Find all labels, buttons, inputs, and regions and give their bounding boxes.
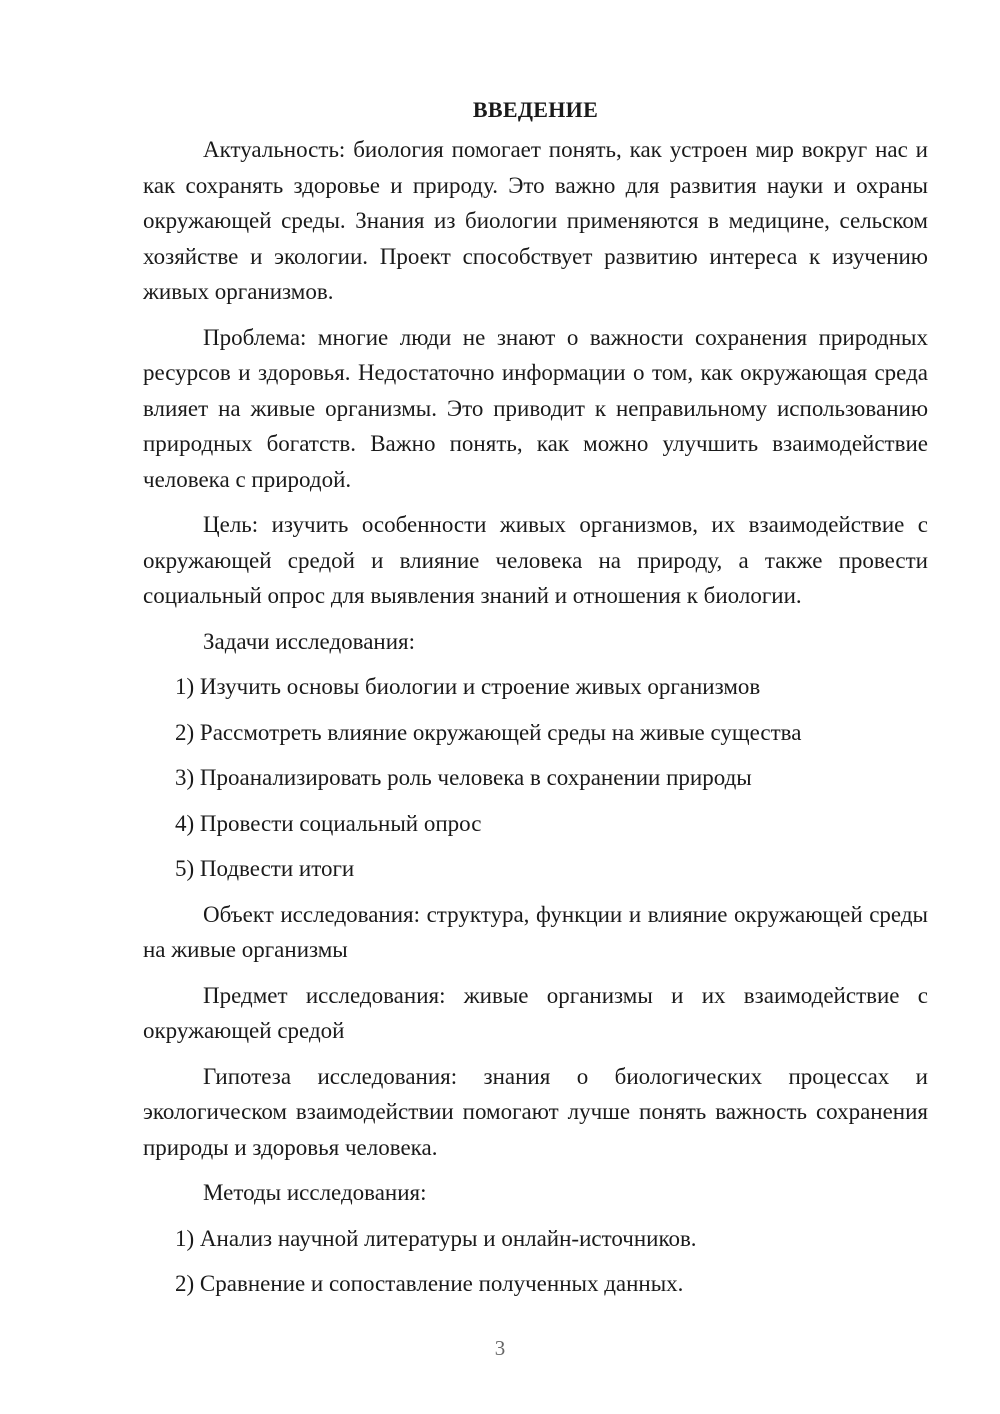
task-item-1: 1) Изучить основы биологии и строение живых организмов [175,674,761,699]
page-number: 3 [494,1336,506,1360]
paragraph-relevance: Актуальность: биология помогает понять, как устроен мир вокруг нас и как сохранять здоровье и природу. Это важно для развития науки и охраны окружающей среды. Знания из биологии применяются в медицине, сельском хозяйстве и экологии. Проект способствует развитию интереса к изучению живых организмов. [143,137,928,304]
task-item-5: 5) Подвести итоги [175,856,355,881]
paragraph-object: Объект исследования: структура, функции и влияние окружающей среды на живые организмы [143,901,928,962]
page-title: ВВЕДЕНИЕ [472,97,599,122]
paragraph-problem: Проблема: многие люди не знают о важности сохранения природных ресурсов и здоровья. Недостаточно информации о том, как окружающая среда влияет на живые организмы. Это приводит к неправильному использованию природных богатств. Важно понять, как можно улучшить взаимодействие человека с природой. [143,324,928,492]
method-item-1: 1) Анализ научной литературы и онлайн-источников. [175,1225,697,1251]
page-content [143,92,928,1312]
task-item-3: 3) Проанализировать роль человека в сохранении природы [175,765,752,790]
paragraph-hypothesis: Гипотеза исследования: знания о биологических процессах и экологическом взаимодействии помогают лучше понять важность сохранения природы и здоровья человека. [143,1063,928,1160]
task-item-4: 4) Провести социальный опрос [175,810,482,836]
tasks-heading: Задачи исследования: [203,628,416,654]
methods-heading: Методы исследования: [203,1180,427,1205]
method-item-2: 2) Сравнение и сопоставление полученных данных. [175,1271,684,1296]
paragraph-subject: Предмет исследования: живые организмы и их взаимодействие с окружающей средой [143,982,928,1043]
paragraph-goal: Цель: изучить особенности живых организмов, их взаимодействие с окружающей средой и влияние человека на природу, а также провести социальный опрос для выявления знаний и отношения к биологии. [143,512,928,608]
task-item-2: 2) Рассмотреть влияние окружающей среды на живые существа [175,719,802,745]
